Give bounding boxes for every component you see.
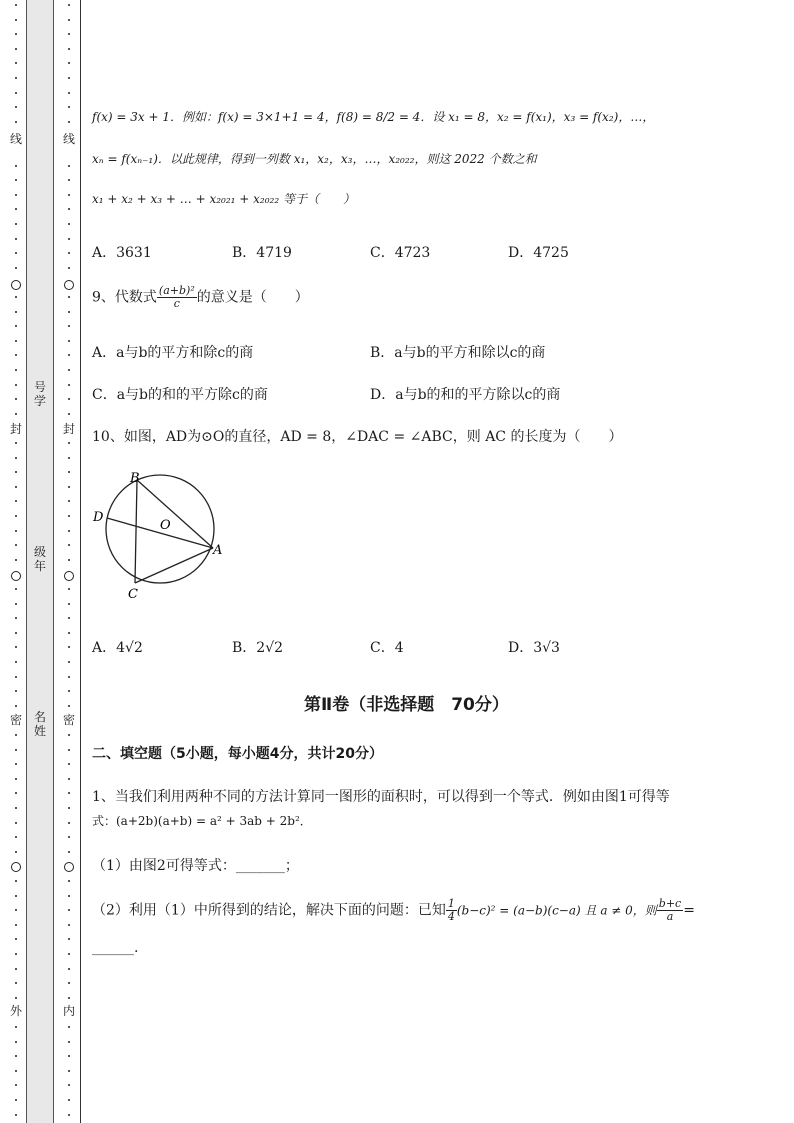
binding-dot — [68, 194, 70, 196]
binding-dot — [15, 1041, 17, 1043]
outer-binding-column — [10, 0, 22, 1123]
binding-dot — [15, 19, 17, 21]
f1-frac-num: 1 — [447, 897, 455, 910]
binding-mark: 内 — [63, 1004, 76, 1018]
binding-dot — [68, 661, 70, 663]
binding-dot — [68, 1041, 70, 1043]
binding-dot — [68, 208, 70, 210]
binding-dot — [68, 530, 70, 532]
binding-dot — [68, 792, 70, 794]
q8-option-b: B．4719 — [232, 245, 292, 261]
binding-dot — [68, 1055, 70, 1057]
binding-dot — [68, 559, 70, 561]
f1-frac2-num: b+c — [658, 897, 682, 910]
binding-dot — [68, 1099, 70, 1101]
binding-dot — [68, 646, 70, 648]
binding-dot — [68, 938, 70, 940]
q10-option-b: B．2√2 — [232, 640, 284, 656]
q9-frac-den: c — [173, 297, 180, 310]
binding-dot — [15, 1084, 17, 1086]
binding-dot — [15, 486, 17, 488]
binding-dot — [68, 603, 70, 605]
binding-dot — [15, 661, 17, 663]
binding-dot — [68, 62, 70, 64]
binding-dot — [68, 982, 70, 984]
binding-dot — [68, 471, 70, 473]
binding-dot — [68, 997, 70, 999]
binding-dot — [15, 179, 17, 181]
binding-hole-icon — [64, 571, 74, 581]
binding-hole-icon — [64, 280, 74, 290]
f1-line2: 式：(a+2b)(a+b) = a² + 3ab + 2b²． — [92, 814, 312, 828]
binding-dot — [15, 997, 17, 999]
binding-dot — [15, 165, 17, 167]
binding-dot — [68, 354, 70, 356]
binding-dot — [15, 457, 17, 459]
f1-frac-quarter — [446, 898, 457, 923]
f1-part1: （1）由图2可得等式：_______； — [92, 858, 299, 874]
binding-dot — [68, 909, 70, 911]
q10-stem: 10、如图，AD为⊙O的直径，AD = 8，∠DAC = ∠ABC，则 AC 的长度为（ ） — [92, 429, 623, 445]
binding-dot — [68, 544, 70, 546]
binding-dot — [15, 77, 17, 79]
binding-dot — [15, 792, 17, 794]
binding-mark: 外 — [10, 1004, 23, 1018]
binding-mark: 线 — [10, 132, 23, 146]
binding-hole-icon — [11, 571, 21, 581]
binding-dot — [68, 1070, 70, 1072]
binding-dot — [68, 617, 70, 619]
binding-dot — [15, 515, 17, 517]
binding-dot — [15, 880, 17, 882]
binding-dot — [15, 676, 17, 678]
q9-option-d: D．a与b的和的平方除以c的商 — [370, 387, 561, 403]
binding-dot — [15, 500, 17, 502]
binding-dot — [68, 19, 70, 21]
binding-mark: 封 — [10, 422, 23, 436]
binding-dot — [68, 252, 70, 254]
binding-dot — [15, 909, 17, 911]
binding-dot — [15, 734, 17, 736]
binding-dot — [68, 953, 70, 955]
binding-dot — [68, 880, 70, 882]
q9-option-a: A．a与b的平方和除c的商 — [92, 345, 254, 361]
binding-dot — [15, 106, 17, 108]
f1-frac-result — [657, 898, 683, 923]
binding-dot — [68, 690, 70, 692]
binding-dot — [15, 442, 17, 444]
binding-dot — [15, 938, 17, 940]
binding-dot — [68, 632, 70, 634]
q10-option-c: C．4 — [370, 640, 404, 656]
binding-dot — [15, 851, 17, 853]
binding-dot — [68, 92, 70, 94]
binding-dot — [68, 1114, 70, 1116]
binding-dot — [68, 398, 70, 400]
binding-dot — [68, 413, 70, 415]
f1-part2 — [92, 898, 695, 923]
section-subtitle: 二、填空题（5小题，每小题4分，共计20分） — [92, 746, 383, 762]
binding-dot — [68, 734, 70, 736]
q8-line1: f(x) = 3x + 1．例如：f(x) = 3×1+1 = 4，f(8) = 8/2 = 4．设 x₁ = 8，x₂ = f(x₁)，x₃ = f(x₂)，…， — [92, 110, 655, 124]
binding-dot — [15, 296, 17, 298]
binding-dot — [15, 252, 17, 254]
q10-option-d: D．3√3 — [508, 640, 560, 656]
binding-dot — [15, 778, 17, 780]
binding-dot — [15, 194, 17, 196]
binding-dot — [68, 179, 70, 181]
section-title: 第Ⅱ卷（非选择题 70分） — [304, 695, 509, 715]
inner-binding-column — [63, 0, 75, 1123]
binding-dot — [68, 325, 70, 327]
binding-dot — [15, 822, 17, 824]
f1-frac2-den: a — [666, 910, 674, 923]
binding-dot — [15, 1055, 17, 1057]
binding-dot — [68, 442, 70, 444]
binding-dot — [68, 77, 70, 79]
binding-hole-icon — [11, 862, 21, 872]
f1-answer-blank: ______. — [92, 940, 139, 956]
q9-option-c: C．a与b的和的平方除c的商 — [92, 387, 268, 403]
binding-dot — [15, 369, 17, 371]
binding-dot — [15, 763, 17, 765]
binding-dot — [15, 311, 17, 313]
binding-dot — [68, 515, 70, 517]
binding-dot — [15, 617, 17, 619]
binding-mark: 封 — [63, 422, 76, 436]
binding-dot — [15, 267, 17, 269]
binding-dot — [15, 1026, 17, 1028]
binding-dot — [68, 311, 70, 313]
q8-option-a: A．3631 — [92, 245, 152, 261]
binding-dot — [15, 924, 17, 926]
label-a: A — [213, 543, 223, 558]
binding-dot — [15, 544, 17, 546]
q8-option-c: C．4723 — [370, 245, 431, 261]
q9-suffix: 的意义是（ ） — [196, 289, 309, 306]
f1-frac-den: 4 — [447, 910, 455, 923]
binding-dot — [68, 807, 70, 809]
binding-hole-icon — [64, 862, 74, 872]
binding-dot — [68, 340, 70, 342]
q9-frac-num: (a+b)² — [158, 284, 195, 297]
segment-ca — [135, 548, 213, 583]
f1-part2-end: = — [683, 902, 695, 919]
binding-mark: 密 — [10, 713, 23, 727]
binding-dot — [15, 413, 17, 415]
binding-dot — [15, 632, 17, 634]
binding-dot — [68, 705, 70, 707]
binding-dot — [15, 646, 17, 648]
label-o: O — [160, 518, 171, 533]
field-grade: 级年 — [33, 545, 46, 573]
binding-hole-icon — [11, 280, 21, 290]
binding-dot — [15, 1070, 17, 1072]
binding-dot — [15, 690, 17, 692]
binding-dot — [15, 982, 17, 984]
binding-dot — [68, 238, 70, 240]
binding-dot — [15, 33, 17, 35]
binding-dot — [15, 398, 17, 400]
binding-dot — [15, 588, 17, 590]
binding-dot — [68, 851, 70, 853]
q8-line3: x₁ + x₂ + x₃ + … + x₂₀₂₁ + x₂₀₂₂ 等于（ ） — [92, 192, 355, 206]
binding-dot — [15, 354, 17, 356]
binding-dot — [68, 384, 70, 386]
binding-dot — [68, 4, 70, 6]
binding-dot — [15, 238, 17, 240]
q9-fraction — [157, 285, 197, 310]
binding-dot — [68, 296, 70, 298]
label-b: B — [130, 471, 140, 486]
binding-dot — [15, 325, 17, 327]
label-d: D — [93, 510, 104, 525]
binding-dot — [15, 953, 17, 955]
q8-line2: xₙ = f(xₙ₋₁)．以此规律，得到一列数 x₁，x₂，x₃，…，x₂₀₂₂，则这 2022 个数之和 — [92, 152, 537, 166]
binding-dot — [68, 457, 70, 459]
binding-mark: 密 — [63, 713, 76, 727]
binding-dot — [68, 895, 70, 897]
binding-dot — [68, 48, 70, 50]
binding-dot — [15, 530, 17, 532]
label-c: C — [128, 587, 138, 602]
binding-dot — [68, 1084, 70, 1086]
binding-dot — [15, 1099, 17, 1101]
binding-dot — [15, 603, 17, 605]
q10-option-a: A．4√2 — [92, 640, 143, 656]
binding-dot — [68, 763, 70, 765]
binding-dot — [15, 559, 17, 561]
field-exam-number: 号学 — [33, 380, 46, 408]
binding-dot — [15, 807, 17, 809]
binding-dot — [68, 33, 70, 35]
q9-option-b: B．a与b的平方和除以c的商 — [370, 345, 546, 361]
binding-dot — [68, 1026, 70, 1028]
segment-bc — [135, 480, 137, 583]
binding-dot — [15, 705, 17, 707]
binding-dot — [15, 208, 17, 210]
binding-dot — [68, 106, 70, 108]
q9-prefix: 9、代数式 — [92, 289, 157, 306]
binding-dot — [68, 165, 70, 167]
binding-dot — [15, 836, 17, 838]
binding-dot — [15, 4, 17, 6]
binding-dot — [68, 121, 70, 123]
binding-dot — [68, 369, 70, 371]
student-info-strip — [26, 0, 54, 1123]
f1-part2-prefix: （2）利用（1）中所得到的结论，解决下面的问题：已知 — [92, 902, 446, 919]
binding-dot — [68, 778, 70, 780]
f1-part2-mid: (b−c)² = (a−b)(c−a) 且 a ≠ 0，则 — [456, 903, 657, 918]
circle-figure — [92, 468, 232, 604]
q9-stem — [92, 285, 309, 310]
binding-dot — [15, 384, 17, 386]
binding-dot — [15, 62, 17, 64]
binding-dot — [15, 471, 17, 473]
binding-dot — [15, 968, 17, 970]
binding-dot — [68, 924, 70, 926]
margin-rule — [80, 0, 81, 1123]
binding-dot — [68, 267, 70, 269]
binding-dot — [15, 121, 17, 123]
binding-dot — [15, 340, 17, 342]
binding-dot — [15, 223, 17, 225]
binding-dot — [68, 588, 70, 590]
binding-dot — [68, 223, 70, 225]
binding-dot — [15, 92, 17, 94]
binding-mark: 线 — [63, 132, 76, 146]
binding-dot — [68, 749, 70, 751]
binding-dot — [68, 968, 70, 970]
binding-dot — [15, 48, 17, 50]
binding-dot — [15, 1114, 17, 1116]
binding-dot — [68, 500, 70, 502]
f1-line1: 1、当我们利用两种不同的方法计算同一图形的面积时，可以得到一个等式．例如由图1可得等 — [92, 789, 670, 805]
q8-option-d: D．4725 — [508, 245, 569, 261]
binding-dot — [15, 895, 17, 897]
binding-dot — [68, 486, 70, 488]
binding-dot — [68, 676, 70, 678]
binding-dot — [68, 836, 70, 838]
field-name: 名姓 — [33, 710, 46, 738]
binding-dot — [15, 749, 17, 751]
binding-dot — [68, 822, 70, 824]
